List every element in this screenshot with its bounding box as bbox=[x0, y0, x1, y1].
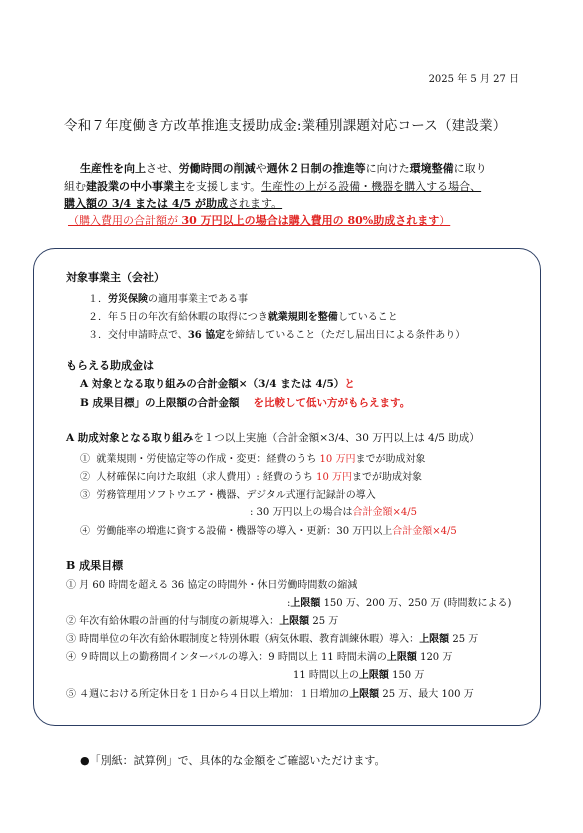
grant-heading: もらえる助成金は bbox=[66, 359, 154, 372]
text: ３．交付申請時点で、 bbox=[88, 330, 188, 341]
target-heading: 対象事業主（会社） bbox=[66, 271, 165, 284]
intro-text: に取り bbox=[453, 162, 487, 175]
text: 上限額 bbox=[290, 598, 321, 609]
intro-text: 建設業の中小事業主 bbox=[86, 180, 185, 193]
intro-line-4 bbox=[68, 212, 450, 229]
text: までが助成対象 bbox=[355, 454, 426, 465]
text: 11 時間以上の bbox=[293, 670, 359, 681]
text: A 対象となる取り組みの合計金額×（3/4 または 4/5） bbox=[80, 378, 345, 390]
intro-text: 30 万円以上の場合は購入費用の 80%助成されます bbox=[181, 214, 440, 227]
target-item bbox=[88, 290, 248, 305]
intro-text: （購入費用の合計額が bbox=[68, 214, 182, 227]
text: 就業規則を整備 bbox=[267, 312, 338, 323]
text: 25 万 bbox=[449, 634, 479, 645]
intro-line-3 bbox=[64, 195, 282, 212]
text: を１つ以上実施（合計金額×3/4、30 万円以上は 4/5 助成） bbox=[193, 432, 480, 444]
section-a-heading bbox=[66, 430, 480, 445]
target-item bbox=[88, 326, 465, 341]
text: ④ ９時間以上の勤務間インターバルの導入：9 時間以上 11 時間未満の bbox=[66, 652, 387, 663]
text: 合計金額×4/5 bbox=[352, 507, 417, 518]
text: 36 協定 bbox=[187, 330, 226, 341]
text: 150 万 bbox=[388, 670, 425, 681]
section-b-item bbox=[66, 612, 338, 627]
text: 上限額 bbox=[358, 670, 389, 681]
text: ④ bbox=[80, 526, 90, 537]
section-b-item bbox=[66, 630, 478, 645]
intro-line-1 bbox=[80, 160, 487, 177]
section-b-item: ① 月 60 時間を超える 36 協定の時間外・休日労働時間数の縮減 bbox=[66, 580, 358, 591]
section-a-item bbox=[80, 522, 457, 537]
text: : 30 万円以上の場合は bbox=[250, 507, 353, 518]
text: の適用事業主である事 bbox=[148, 294, 248, 305]
text: 25 万 bbox=[309, 616, 339, 627]
document-title: 令和７年度働き方改革推進支援助成金:業種別課題対応コース（建設業） bbox=[64, 118, 507, 134]
section-a-item bbox=[80, 468, 422, 483]
section-a-item-3-continuation bbox=[250, 503, 417, 518]
target-item bbox=[88, 308, 398, 323]
text: 10 万円 bbox=[319, 454, 356, 465]
text: 労働能率の増進に資する設備・機器等の導入・更新：30 万円以上 bbox=[96, 526, 393, 537]
text: 人材確保に向けた取組（求人費用）: 経費のうち bbox=[96, 472, 317, 483]
text: 120 万 bbox=[416, 652, 453, 663]
section-b-item-4-continuation bbox=[293, 666, 424, 681]
intro-text: を支援します。 bbox=[185, 180, 262, 193]
text: 上限額 bbox=[386, 652, 417, 663]
text: 25 万、最大 100 万 bbox=[379, 689, 474, 700]
intro-text: 組む bbox=[64, 180, 86, 193]
text: B 成果目標」の上限額の合計金額 bbox=[80, 397, 240, 409]
intro-text: や bbox=[255, 162, 267, 175]
text: を締結していること（ただし届出日による条件あり） bbox=[225, 330, 466, 341]
intro-text: 生産性の上がる設備・機器を購入する場合、 bbox=[261, 180, 482, 193]
grant-formula-b bbox=[80, 395, 410, 410]
section-a-item bbox=[80, 486, 376, 501]
text: 就業規則・労使協定等の作成・変更：経費のうち bbox=[96, 454, 320, 465]
text: を比較して低い方がもらえます。 bbox=[253, 397, 411, 409]
text: 労務管理用ソフトウエア・機器、デジタル式運行記録計の導入 bbox=[96, 490, 376, 501]
grant-formula-a bbox=[80, 376, 355, 391]
document-date: 2025 年 5 月 27 日 bbox=[428, 74, 519, 85]
text: ③ 時間単位の年次有給休暇制度と特別休暇（病気休暇、教育訓練休暇）導入： bbox=[66, 634, 420, 645]
intro-text: させ、 bbox=[146, 162, 179, 175]
intro-line-2 bbox=[64, 178, 481, 195]
text: 上限額 bbox=[349, 689, 380, 700]
text: 150 万、200 万、250 万 (時間数による) bbox=[323, 598, 512, 609]
section-b-item-1-continuation bbox=[287, 594, 511, 609]
text: : bbox=[287, 598, 291, 609]
text: と bbox=[344, 378, 355, 390]
text: していること bbox=[337, 312, 398, 323]
text: ② 年次有給休暇の計画的付与制度の新規導入： bbox=[66, 616, 280, 627]
text: A 助成対象となる取り組み bbox=[66, 432, 194, 444]
section-b-item bbox=[66, 648, 452, 663]
intro-text: 労働時間の削減 bbox=[178, 162, 256, 175]
text: 労災保険 bbox=[108, 294, 148, 305]
intro-text: されます。 bbox=[227, 197, 283, 210]
intro-text: 週休２日制の推進等 bbox=[266, 162, 366, 175]
text: ２．年５日の年次有給休暇の取得につき bbox=[88, 312, 268, 323]
text: 上限額 bbox=[419, 634, 450, 645]
text: 上限額 bbox=[279, 616, 310, 627]
text: 10 万円 bbox=[316, 472, 352, 483]
text: １． bbox=[88, 294, 108, 305]
text: ⑤ ４週における所定休日を１日から４日以上増加：１日増加の bbox=[66, 689, 350, 700]
text: ① bbox=[80, 454, 90, 465]
text: 合計金額×4/5 bbox=[392, 526, 457, 537]
intro-text: 環境整備 bbox=[409, 162, 454, 175]
section-b-item bbox=[66, 685, 474, 700]
footer-note: ●「別紙：試算例」で、具体的な金額をご確認いただけます。 bbox=[80, 754, 386, 767]
text: ② bbox=[80, 472, 90, 483]
section-a-item bbox=[80, 450, 425, 465]
intro-text: に向けた bbox=[365, 162, 410, 175]
intro-text: 購入額の 3/4 または 4/5 が助成 bbox=[64, 197, 228, 210]
text: ③ bbox=[80, 490, 90, 501]
text: までが助成対象 bbox=[352, 472, 422, 483]
intro-text: ） bbox=[439, 214, 451, 227]
intro-text: 生産性を向上 bbox=[80, 162, 146, 175]
section-b-heading: B 成果目標 bbox=[66, 559, 124, 572]
